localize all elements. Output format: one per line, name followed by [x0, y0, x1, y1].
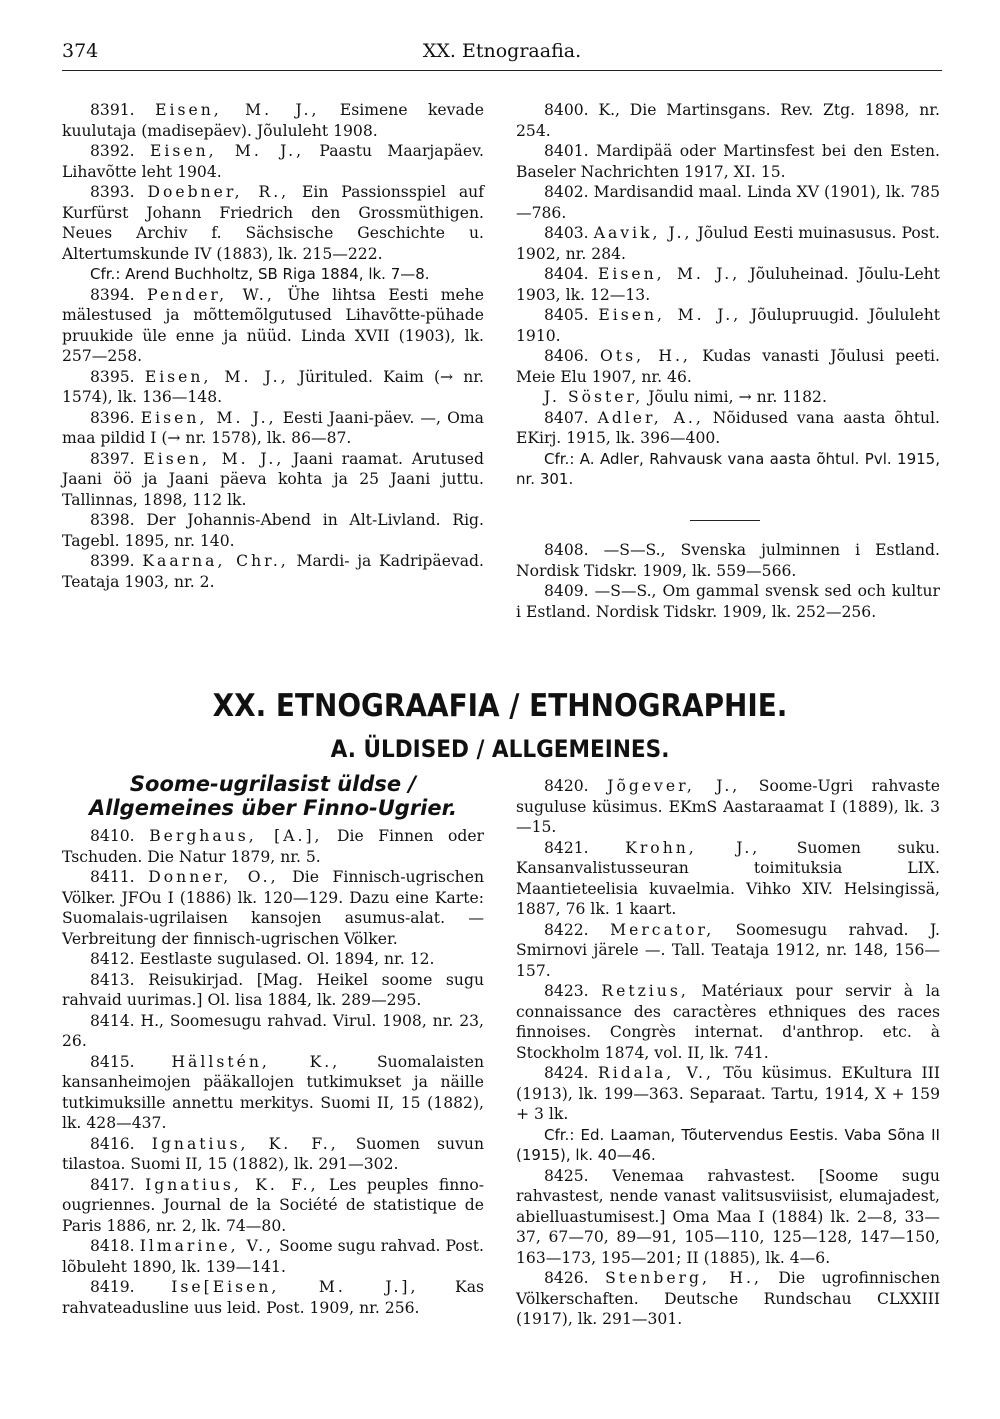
- entry-text: Suomalaisten kansanheimojen pääkallojen tutkimukset ja näille tutkimuksille annettu merkitys. Suomi II, 15 (1882), lk. 428—437.: [62, 1052, 484, 1132]
- entry-number: 8405.: [544, 306, 589, 324]
- bibliography-entry: [516, 408, 940, 449]
- entry-number: 8399.: [90, 552, 135, 570]
- entry-text: H., Soomesugu rahvad. Virul. 1908, nr. 23, 26.: [62, 1011, 484, 1050]
- bibliography-entry: [62, 1134, 484, 1175]
- bibliography-entry: [516, 182, 940, 223]
- entry-number: 8391.: [90, 101, 135, 119]
- entry-text: Jõulu nimi, → nr. 1182.: [643, 388, 827, 406]
- bibliography-entry: [62, 1236, 484, 1277]
- entry-text: Eestlaste sugulased. Ol. 1894, nr. 12.: [139, 950, 435, 968]
- bibliography-entry: [516, 346, 940, 387]
- entry-number: 8398.: [90, 511, 135, 529]
- bibliography-entry: [516, 920, 940, 982]
- running-title: XX. Etnograafia.: [422, 40, 582, 62]
- entry-number: 8422.: [544, 920, 589, 939]
- column-top-right-continued: [516, 540, 940, 622]
- bibliography-entry: [516, 1063, 940, 1125]
- entry-author: Ridala, V.,: [597, 1064, 714, 1082]
- bibliography-entry: [516, 387, 940, 408]
- entry-text: Nõidused vana aasta õhtul. EKirj. 1915, lk. 396—400.: [516, 408, 940, 447]
- entry-number: 8417.: [90, 1175, 135, 1194]
- entry-number: 8407.: [544, 408, 589, 427]
- separator-rule: [690, 520, 760, 521]
- entry-text: Ein Passionsspiel auf Kurfürst Johann Friedrich den Grossmüthigen. Neues Archiv f. Sächsische Geschichte u. Altertumskunde IV (1883), lk. 215—222.: [62, 183, 484, 263]
- entry-author: Ots, H.,: [600, 347, 691, 365]
- entry-author: Ise[Eisen, M. J.],: [171, 1278, 419, 1296]
- entry-text: Jõuluheinad. Jõulu-Leht 1903, lk. 12—13.: [516, 265, 940, 304]
- column-bottom-left: [62, 772, 484, 1318]
- entry-number: 8423.: [544, 982, 589, 1000]
- section-title: XX. ETNOGRAAFIA / ETHNOGRAPHIE.: [212, 688, 788, 724]
- bibliography-entry: [516, 223, 940, 264]
- cross-reference: Cfr.: Ed. Laaman, Tõutervendus Eestis. Vaba Sõna II (1915), lk. 40—46.: [516, 1125, 940, 1164]
- bibliography-entry: [62, 510, 484, 551]
- entry-number: 8406.: [544, 347, 589, 365]
- entry-text: Ühe lihtsa Eesti mehe mälestused ja mõttemõlgutused Lihavõtte-pühade pruukide üle enne ja nüüd. Linda XVII (1903), lk. 257—258.: [62, 285, 484, 365]
- entry-number: 8397.: [90, 449, 135, 468]
- entry-number: 8393.: [90, 183, 135, 201]
- bibliography-entry: [516, 264, 940, 305]
- entry-author: Ilmarine, V.,: [139, 1237, 275, 1255]
- entry-text: —S—S., Svenska julminnen i Estland. Nordisk Tidskr. 1909, lk. 559—566.: [516, 541, 940, 580]
- entry-text: Soome sugu rahvad. Post. lõbuleht 1890, lk. 139—141.: [62, 1237, 484, 1276]
- entry-text: Matériaux pour servir à la connaissance des caractères ethniques des races finnoises. Congrès internat. d'anthrop. etc. à Stockholm 1874, vol. II, lk. 741.: [516, 982, 940, 1062]
- entry-number: 8421.: [544, 838, 589, 857]
- entry-author: Eisen, M. J.,: [155, 101, 320, 119]
- entry-author: Eisen, M. J.,: [598, 265, 741, 283]
- bibliography-entry: [62, 826, 484, 867]
- entry-text: Reisukirjad. [Mag. Heikel soome sugu rahvaid uurimas.] Ol. lisa 1884, lk. 289—295.: [62, 970, 485, 1009]
- entry-number: 8404.: [544, 265, 589, 283]
- column-top-right: [516, 100, 940, 490]
- entry-author: Kaarna, Chr.,: [142, 552, 289, 570]
- entry-author: Krohn, J.,: [625, 838, 761, 857]
- entry-text: Esimene kevade kuulutaja (madisepäev). Jõululeht 1908.: [62, 101, 484, 140]
- bibliography-entry: [62, 1011, 484, 1052]
- entry-text: Eesti Jaani-päev. —, Oma maa pildid I (→ nr. 1578), lk. 86—87.: [62, 408, 484, 447]
- entry-author: Stenberg, H.,: [605, 1269, 762, 1287]
- bibliography-entry: [62, 1277, 484, 1318]
- bibliography-entry: [516, 141, 940, 182]
- entry-text: Kas rahvateadusline uus leid. Post. 1909, nr. 256.: [62, 1278, 485, 1317]
- entry-number: 8418.: [90, 1237, 135, 1255]
- entry-text: Suomen suku. Kansanvalistusseuran toimituksia LIX. Maantieteelisia kuvaelmia. Vihko XIV. Helsingissä, 1887, 76 lk. 1 kaart.: [516, 838, 940, 918]
- bibliography-entry: [516, 100, 940, 141]
- bibliography-entry: [62, 551, 484, 592]
- bibliography-entry: [62, 141, 484, 182]
- entry-number: 8424.: [544, 1064, 589, 1082]
- entry-number: 8413.: [90, 970, 135, 989]
- entry-author: Retzius,: [601, 982, 689, 1000]
- entry-author: Hällstén, K.,: [171, 1052, 341, 1071]
- entry-text: Mardipää oder Martinsfest bei den Esten. Baseler Nachrichten 1917, XI. 15.: [516, 142, 940, 181]
- entry-number: 8415.: [90, 1052, 135, 1071]
- entry-number: 8408.: [544, 541, 589, 559]
- entry-author: Pender, W.,: [147, 285, 275, 304]
- entry-number: 8414.: [90, 1011, 135, 1030]
- entry-number: 8426.: [544, 1269, 589, 1287]
- entry-text: Jõulupruugid. Jõululeht 1910.: [516, 306, 940, 345]
- entry-author: Adler, A.,: [597, 408, 704, 427]
- bibliography-entry: [516, 540, 940, 581]
- entry-author: Ignatius, K. F.,: [151, 1134, 339, 1153]
- entry-number: 8403.: [544, 224, 589, 242]
- bibliography-entry: [62, 867, 484, 949]
- bibliography-entry: [516, 581, 940, 622]
- bibliography-entry: [62, 285, 484, 367]
- entry-number: 8409.: [544, 582, 589, 600]
- bibliography-entry: [62, 182, 484, 264]
- entry-text: Paastu Maarjapäev. Lihavõtte leht 1904.: [62, 142, 484, 181]
- entry-text: Die ugrofinnischen Völkerschaften. Deutsche Rundschau CLXXIII (1917), lk. 291—301.: [516, 1269, 940, 1328]
- entry-text: Der Johannis-Abend in Alt-Livland. Rig. Tagebl. 1895, nr. 140.: [62, 511, 484, 550]
- entry-number: 8394.: [90, 285, 135, 304]
- entry-text: Jürituled. Kaim (→ nr. 1574), lk. 136—148.: [62, 367, 484, 406]
- entry-text: —S—S., Om gammal svensk sed och kultur i Estland. Nordisk Tidskr. 1909, lk. 252—256.: [516, 582, 940, 621]
- entry-text: Jaani raamat. Arutused Jaani öö ja Jaani päeva kohta ja 25 Jaani juttu. Tallinnas, 1898, 112 lk.: [62, 449, 484, 509]
- entry-number: 8395.: [90, 367, 135, 386]
- bibliography-entry: [516, 1166, 940, 1269]
- entry-number: 8400.: [544, 101, 589, 119]
- entry-author: Berghaus, [A.],: [149, 827, 323, 845]
- entry-number: 8402.: [544, 183, 589, 201]
- entry-number: 8416.: [90, 1134, 135, 1153]
- column-top-left: [62, 100, 484, 592]
- entry-text: Die Finnisch-ugrischen Völker. JFOu I (1886) lk. 120—129. Dazu eine Karte: Suomalais-ugrilaisen kansojen asumus-alat. — Verbreitung der finnisch-ugrischen Völker.: [62, 868, 484, 948]
- bibliography-entry: [62, 100, 484, 141]
- entry-author: Eisen, M. J.,: [598, 306, 742, 324]
- entry-author: Donner, O.,: [148, 868, 279, 886]
- bibliography-entry: [516, 776, 940, 838]
- page-number: 374: [62, 40, 99, 62]
- entry-text: Les peuples finno-ougriennes. Journal de la Société de statistique de Paris 1886, nr. 2, lk. 74—80.: [62, 1175, 484, 1235]
- bibliography-entry: [516, 305, 940, 346]
- entry-author: Eisen, M. J.,: [140, 408, 277, 427]
- bibliography-entry: [62, 408, 484, 449]
- bibliography-entry: [62, 1175, 484, 1237]
- entry-author: Jõgever, J.,: [607, 777, 741, 795]
- entry-text: Jõulud Eesti muinasusus. Post. 1902, nr. 284.: [516, 224, 940, 263]
- entry-number: 8392.: [90, 142, 135, 160]
- entry-author: Eisen, M. J.,: [149, 142, 305, 160]
- subheading: Soome-ugrilasist üldse / Allgemeines über Finno-Ugrier.: [89, 772, 457, 820]
- entry-number: 8410.: [90, 827, 135, 845]
- entry-text: Venemaa rahvastest. [Soome sugu rahvastest, nende vanast valitsusviisist, elumajadest, abielluastumisest.] Oma Maa I (1884) lk. 2—8, 33—37, 67—70, 89—91, 105—110, 125—128, 147—150, 163—173, 195—201; II (1885), lk. 4—6.: [516, 1166, 940, 1267]
- entry-author: Eisen, M. J.,: [143, 449, 285, 468]
- entry-author: Doebner, R.,: [147, 183, 290, 201]
- bibliography-entry: [516, 981, 940, 1063]
- entry-number: 8411.: [90, 868, 135, 886]
- entry-number: 8396.: [90, 408, 135, 427]
- entry-author: Mercator,: [610, 920, 715, 939]
- entry-text: Soomesugu rahvad. J. Smirnovi järele —. Tall. Teataja 1912, nr. 148, 156—157.: [516, 920, 940, 980]
- bibliography-entry: [62, 1052, 484, 1134]
- entry-author: J. Söster,: [544, 388, 644, 406]
- entry-text: K., Die Martinsgans. Rev. Ztg. 1898, nr. 254.: [516, 101, 940, 140]
- column-bottom-right: [516, 776, 940, 1330]
- entry-text: Tõu küsimus. EKultura III (1913), lk. 199—363. Separaat. Tartu, 1914, X + 159 + 3 lk.: [516, 1064, 940, 1123]
- entry-number: 8425.: [544, 1166, 589, 1185]
- running-header: [62, 30, 942, 71]
- bibliography-entry: [62, 970, 484, 1011]
- entry-text: Soome-Ugri rahvaste suguluse küsimus. EKmS Aastaraamat I (1889), lk. 3—15.: [516, 777, 940, 836]
- bibliography-entry: [62, 367, 484, 408]
- entry-text: Die Finnen oder Tschuden. Die Natur 1879, nr. 5.: [62, 827, 484, 866]
- cross-reference: Cfr.: A. Adler, Rahvausk vana aasta õhtul. Pvl. 1915, nr. 301.: [516, 449, 940, 488]
- bibliography-entry: [516, 838, 940, 920]
- entry-number: 8420.: [544, 777, 589, 795]
- subsection-title: A. ÜLDISED / ALLGEMEINES.: [330, 735, 670, 763]
- entry-number: 8401.: [544, 142, 589, 160]
- entry-author: Ignatius, K. F.,: [145, 1175, 319, 1194]
- entry-author: Eisen, M. J.,: [144, 367, 289, 386]
- entry-text: Kudas vanasti Jõulusi peeti. Meie Elu 1907, nr. 46.: [516, 347, 940, 386]
- bibliography-entry: [62, 449, 484, 511]
- cross-reference: Cfr.: Arend Buchholtz, SB Riga 1884, lk. 7—8.: [90, 265, 430, 283]
- entry-text: Mardisandid maal. Linda XV (1901), lk. 785—786.: [516, 183, 940, 222]
- entry-text: Suomen suvun tilastoa. Suomi II, 15 (1882), lk. 291—302.: [62, 1134, 484, 1173]
- entry-number: 8412.: [90, 950, 135, 968]
- entry-text: Mardi- ja Kadripäevad. Teataja 1903, nr. 2.: [62, 552, 484, 591]
- entry-author: Aavik, J.,: [593, 224, 693, 242]
- entry-number: 8419.: [90, 1278, 135, 1296]
- bibliography-entry: [516, 1268, 940, 1330]
- bibliography-entry: [62, 949, 484, 970]
